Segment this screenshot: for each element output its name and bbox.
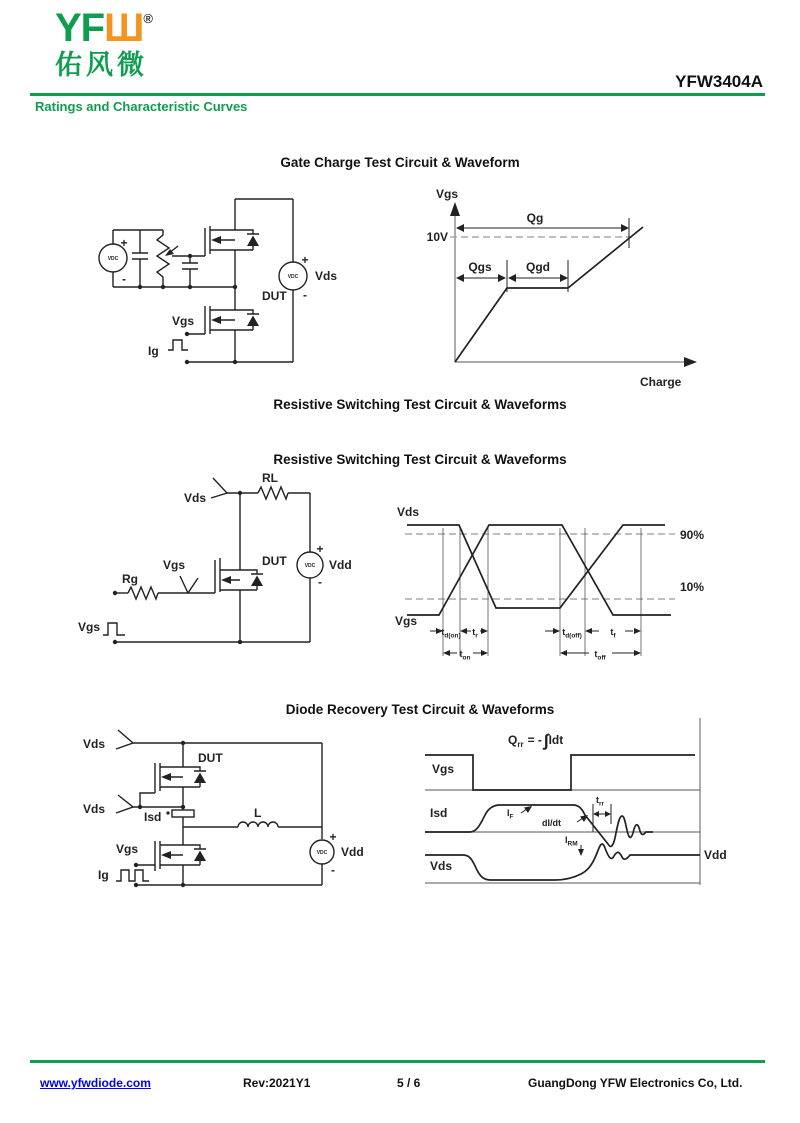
isd-label: Isd	[144, 810, 162, 824]
irm-label: $I_{RM}$	[565, 835, 578, 848]
resistive-title: Resistive Switching Test Circuit & Waveforms	[273, 452, 567, 467]
tf-label: $t_f$	[610, 627, 616, 640]
didt-arrow	[577, 815, 588, 822]
qgs-label: Qgs	[468, 260, 492, 274]
vdd-label: Vdd	[341, 845, 364, 859]
minus-label: -	[318, 575, 322, 589]
vgs-trace-label: Vgs	[432, 762, 455, 776]
supply-branch	[297, 493, 352, 642]
vds-trace-label: Vds	[397, 505, 420, 519]
part-number: YFW3404A	[675, 72, 763, 91]
logo-wordmark	[55, 8, 153, 48]
vds-mid-probe	[83, 795, 185, 816]
toff-label: $t_{off}$	[594, 649, 606, 662]
revision-label: Rev:2021Y1	[243, 1076, 311, 1090]
td-off-arrow	[545, 628, 560, 634]
dut-label: DUT	[262, 289, 287, 303]
dut-label: DUT	[198, 751, 223, 765]
vgs-probe-label: Vgs	[163, 558, 186, 572]
isd-shunt	[144, 807, 194, 827]
td-off-label: $t_{d(off)}$	[562, 627, 582, 640]
plus-label: +	[329, 830, 337, 844]
registered-trademark-icon: ®	[143, 11, 153, 26]
vdc-source-label: VDC	[107, 256, 119, 262]
resistive-switching-waveform	[393, 498, 728, 663]
vds-mid-label: Vds	[83, 802, 106, 816]
diode-recovery-circuit-diagram	[58, 713, 378, 895]
dut-mosfet-symbol	[215, 558, 263, 642]
plus-label: +	[120, 236, 128, 250]
lower-mosfet-symbol	[134, 827, 206, 885]
logo-text-u: Ш	[104, 6, 144, 50]
vdc-source-label: VDC	[304, 563, 316, 569]
qg-label: Qg	[526, 211, 544, 225]
if-arrow	[521, 806, 532, 813]
dut-mosfet-symbol	[185, 287, 259, 362]
diode-recovery-waveform	[415, 710, 735, 900]
inductor-label: L	[254, 806, 262, 820]
vgs-charge-curve	[455, 227, 643, 362]
90pct-label: 90%	[680, 528, 705, 542]
gate-charge-circuit-diagram	[72, 183, 342, 375]
vds-probe-label: Vds	[184, 491, 207, 505]
resistive-switching-circuit-diagram	[70, 465, 370, 650]
vgs-pulse-label: Vgs	[78, 620, 101, 634]
vds-minus-label: -	[303, 288, 307, 302]
isd-trace-label: Isd	[430, 806, 448, 820]
10pct-label: 10%	[680, 580, 705, 594]
vdc-source-label: VDC	[316, 850, 328, 856]
ig-label: Ig	[148, 344, 159, 358]
vds-vdc-source-label: VDC	[287, 274, 299, 280]
td-on-label: $t_{d(on)}$	[441, 627, 461, 640]
minus-label: -	[122, 272, 126, 286]
website-link[interactable]: www.yfwdiode.com	[40, 1076, 151, 1090]
tr-label: $t_r$	[472, 627, 478, 640]
vgs-axis-label: Vgs	[436, 187, 459, 201]
ig-label: Ig	[98, 868, 109, 882]
gate-charge-waveform	[400, 180, 710, 392]
vds-top-label: Vds	[83, 737, 106, 751]
supply-branch	[310, 743, 364, 885]
vdd-label: Vdd	[329, 558, 352, 572]
gate-branch	[113, 558, 215, 599]
vds-trace	[407, 525, 665, 608]
header-divider	[30, 93, 765, 96]
vds-probe	[184, 478, 227, 505]
page-heading: Ratings and Characteristic Curves	[35, 99, 248, 114]
10v-label: 10V	[426, 230, 448, 244]
resistive-caption: Resistive Switching Test Circuit & Waveforms	[273, 397, 567, 412]
qgd-label: Qgd	[526, 260, 550, 274]
rl-label: RL	[262, 471, 278, 485]
vds-trace	[425, 844, 700, 880]
vds-trace-label: Vds	[430, 859, 453, 873]
vds-plus-label: +	[301, 253, 309, 267]
trr-label: $t_{rr}$	[596, 795, 605, 808]
rg-label: Rg	[122, 572, 138, 586]
company-name: GuangDong YFW Electronics Co, Ltd.	[528, 1076, 743, 1090]
ton-label: $t_{on}$	[459, 649, 471, 662]
logo-text-yf: YF	[55, 6, 105, 50]
diode-recovery-title: Diode Recovery Test Circuit & Waveforms	[285, 702, 555, 717]
ig-double-pulse-symbol	[116, 870, 149, 881]
footer-divider	[30, 1060, 765, 1063]
vgs-label: Vgs	[116, 842, 139, 856]
ig-pulse-symbol	[168, 340, 188, 350]
vds-label: Vds	[315, 269, 338, 283]
qrr-formula: $Q_{rr}$ = - ∫Idt	[508, 731, 564, 750]
page-number: 5 / 6	[397, 1076, 421, 1090]
minus-label: -	[331, 863, 335, 877]
plus-label: +	[316, 542, 324, 556]
yfw-logo	[55, 8, 153, 81]
vgs-label: Vgs	[172, 314, 195, 328]
dut-label: DUT	[262, 554, 287, 568]
if-label: $I_F$	[507, 808, 514, 821]
logo-chinese-text: 佑风微	[55, 50, 148, 80]
vgs-trace	[425, 755, 695, 790]
vgs-trace-label: Vgs	[395, 614, 418, 628]
vdd-level-label: Vdd	[704, 848, 727, 862]
vgs-pulse-symbol	[103, 623, 125, 635]
vgs-trace	[407, 525, 671, 615]
rl-resistor	[258, 487, 288, 499]
drain-supply-branch	[185, 199, 338, 364]
didt-label: dI/dt	[542, 818, 561, 828]
dut-mosfet-symbol	[140, 743, 206, 807]
vds-top-probe	[83, 730, 133, 751]
irm-arrow	[578, 845, 584, 856]
charge-axis-label: Charge	[640, 375, 682, 389]
gate-charge-title: Gate Charge Test Circuit & Waveform	[280, 155, 520, 170]
isd-trace	[425, 805, 653, 846]
inductor-branch	[183, 806, 322, 827]
